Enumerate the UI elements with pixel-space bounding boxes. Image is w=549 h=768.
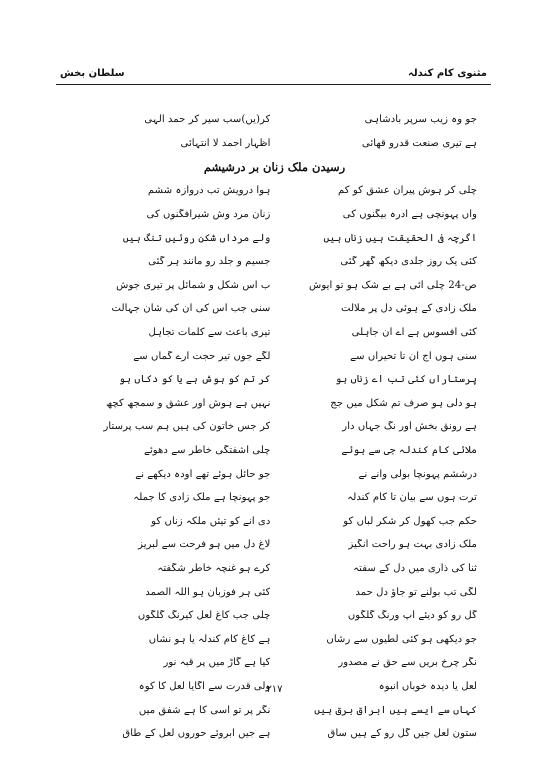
verse-second-half: نہیں ہے ہوش اور عشق و سمجھ کچھ (105, 397, 271, 409)
verse-second-half: ہے کاغ کام کندلہ یا ہو نشاں (148, 633, 271, 645)
verse-second-half: جو حائل ہوئے تھے اودہ دیکھے نے (135, 468, 271, 480)
verse-first-half: کئی یک روز جلدی دیکھ گھر گئی (340, 256, 477, 268)
section-heading: رسیدن ملک زنان بر درشیشم (203, 160, 346, 175)
verse-first-half: کئی افسوس ہے اے ان جاہلی (351, 327, 477, 339)
verse-second-half: جسیم و جلد رو مانند ہر گئی (148, 256, 271, 268)
verse-second-half: چلی جب کاغ لعل کیرنگ گلگوں (137, 610, 271, 622)
verse-first-half: واں پہونچی ہے ادرہ بیگنوں کی (342, 209, 477, 221)
verse-line (72, 604, 477, 628)
verse-line (72, 486, 477, 510)
verse-first-half: سنی ہوں آج ان تا تحیراں سے (350, 350, 477, 362)
verse-first-half: ثنا کی ذاری میں دل کے سفتہ (353, 562, 477, 574)
verse-first-half: ستون لعل جیں گل رو کے ہیں ساق (327, 728, 477, 740)
verse-first-half: لعل یا دیدہ خوباں انبوہ (378, 680, 477, 692)
author-name: سلطان بخش (60, 68, 125, 79)
verse-line (72, 510, 477, 534)
verse-first-half: ترت ہوں سے بیان تا کام کندلہ (347, 492, 477, 504)
verse-line (72, 226, 477, 250)
verse-line (72, 722, 477, 746)
verse-second-half: جو پہونچا ہے ملک زادی کا جملہ (133, 492, 271, 504)
verse-line (72, 108, 477, 132)
verse-second-half: کر(یں)سب سیر کر حمد الٰہی (144, 114, 271, 126)
verse-first-half: چلی کر ہوش پیران عشق کو کم (338, 185, 477, 197)
verse-line (72, 132, 477, 156)
verse-line (72, 439, 477, 463)
verse-second-half: دی آنے کو تیئں ملکہ زناں کو (151, 515, 271, 527)
verse-line (72, 274, 477, 298)
verse-first-half: ملک زادی کے ہوئی دل پر ملالت (340, 303, 477, 315)
verse-first-half: درششم پہونچا بولی وانے نے (358, 468, 477, 480)
verse-first-half: جو وہ زیب سرپر بادشاہی (364, 114, 477, 126)
verse-first-half: اگرچہ فی الحقیقت ہیں زناں ہیں (323, 232, 477, 244)
verse-first-half: پرستاراں کئی تب اے زناں ہو (335, 374, 477, 386)
verse-first-half: ملائی کام کندلہ جی سے ہوئے (341, 445, 477, 457)
verse-second-half: کر تم کو ہوش ہے یا کو دکاں ہو (119, 374, 271, 386)
verse-second-half: زنان مرد وش شیرافگنوں کی (146, 209, 271, 221)
poem-body (72, 108, 477, 745)
verse-second-half: چلی آشفتگی خاطر سے دھوئے (143, 445, 271, 457)
poem-lines-before-heading (72, 108, 477, 155)
verse-second-half: ہوا درویش تب دروازہ ششم (147, 185, 271, 197)
verse-second-half: کرے ہو غنچہ خاطر شگفتہ (157, 562, 271, 574)
verse-second-half: کیا ہے گاڑ میں پر قبہ نور (163, 657, 271, 669)
verse-second-half: ہے جیں ابروئے حوروں لعل کے طاق (122, 728, 271, 740)
verse-line (72, 533, 477, 557)
verse-first-half: گل رو کو دیئے آپ ورنگ گلگوں (347, 610, 477, 622)
verse-line (72, 698, 477, 722)
verse-first-half: جو دیکھی ہو کئی لطیوں سے رشاں (326, 633, 477, 645)
verse-line (72, 321, 477, 345)
verse-line (72, 344, 477, 368)
verse-second-half: نگر پر تو اسی کا ہے شفق میں (138, 704, 271, 716)
verse-second-half: اظہار احمد لا انتہائی (180, 137, 271, 149)
verse-line (72, 203, 477, 227)
verse-second-half: کئی ہر فوزبان ہو اللہ الصمد (145, 586, 271, 598)
verse-first-half: ملک زادی بہت ہو راحت انگیز (348, 539, 477, 551)
verse-second-half: تیری باعث سے کلمات تجاہل (148, 327, 271, 339)
verse-second-half: ب اس شکل و شمائل پر تیری جوش (116, 279, 271, 291)
verse-line (72, 557, 477, 581)
verse-line (72, 297, 477, 321)
verse-line (72, 580, 477, 604)
verse-line (72, 392, 477, 416)
verse-line (72, 250, 477, 274)
book-title: مثنوی کام کندلہ (408, 68, 487, 79)
page-header (60, 68, 487, 79)
page-number: ۲۱۷ (266, 684, 283, 695)
verse-second-half: ولی قدرت سے اگایا لعل کا کوہ (138, 680, 271, 692)
verse-line (72, 179, 477, 203)
verse-first-half: ہے تیری صنعت قدرو قھائی (361, 137, 477, 149)
verse-first-half: ص-24 چلی آئی ہے بے شک ہو تو ایوش (308, 279, 477, 291)
verse-line (72, 651, 477, 675)
verse-first-half: ہے رونق بخش اور نگ جہاں دار (342, 421, 477, 433)
verse-first-half: لگی تب بولنے تو جاؤ دل حمد (355, 586, 477, 598)
verse-first-half: حکم جب کھول کر شکر لباں کو (343, 515, 477, 527)
verse-line (72, 462, 477, 486)
verse-line (72, 627, 477, 651)
verse-line (72, 415, 477, 439)
verse-first-half: ہو دلی ہو صرف تم شکل میں جج (330, 397, 477, 409)
verse-second-half: سنی جب اس کی ان کی شان جہالت (111, 303, 271, 315)
verse-line (72, 368, 477, 392)
verse-second-half: کر جس خاتون کی ہیں ہم سب پرستار (103, 421, 271, 433)
header-divider (56, 84, 491, 85)
verse-second-half: لگے جوں تیر حجت آرے گماں سے (133, 350, 271, 362)
poem-lines-after-heading (72, 179, 477, 745)
verse-first-half: نگر چرخ بریں سے حق نے مصدور (338, 657, 477, 669)
verse-first-half: کہاں سے ایسے ہیں ابراق برق ہیں (314, 704, 477, 716)
verse-second-half: ولے مرداں شکن روئیں تنگ ہیں (122, 232, 271, 244)
verse-second-half: لاغ دل میں ہو فرحت سے لبریز (138, 539, 271, 551)
